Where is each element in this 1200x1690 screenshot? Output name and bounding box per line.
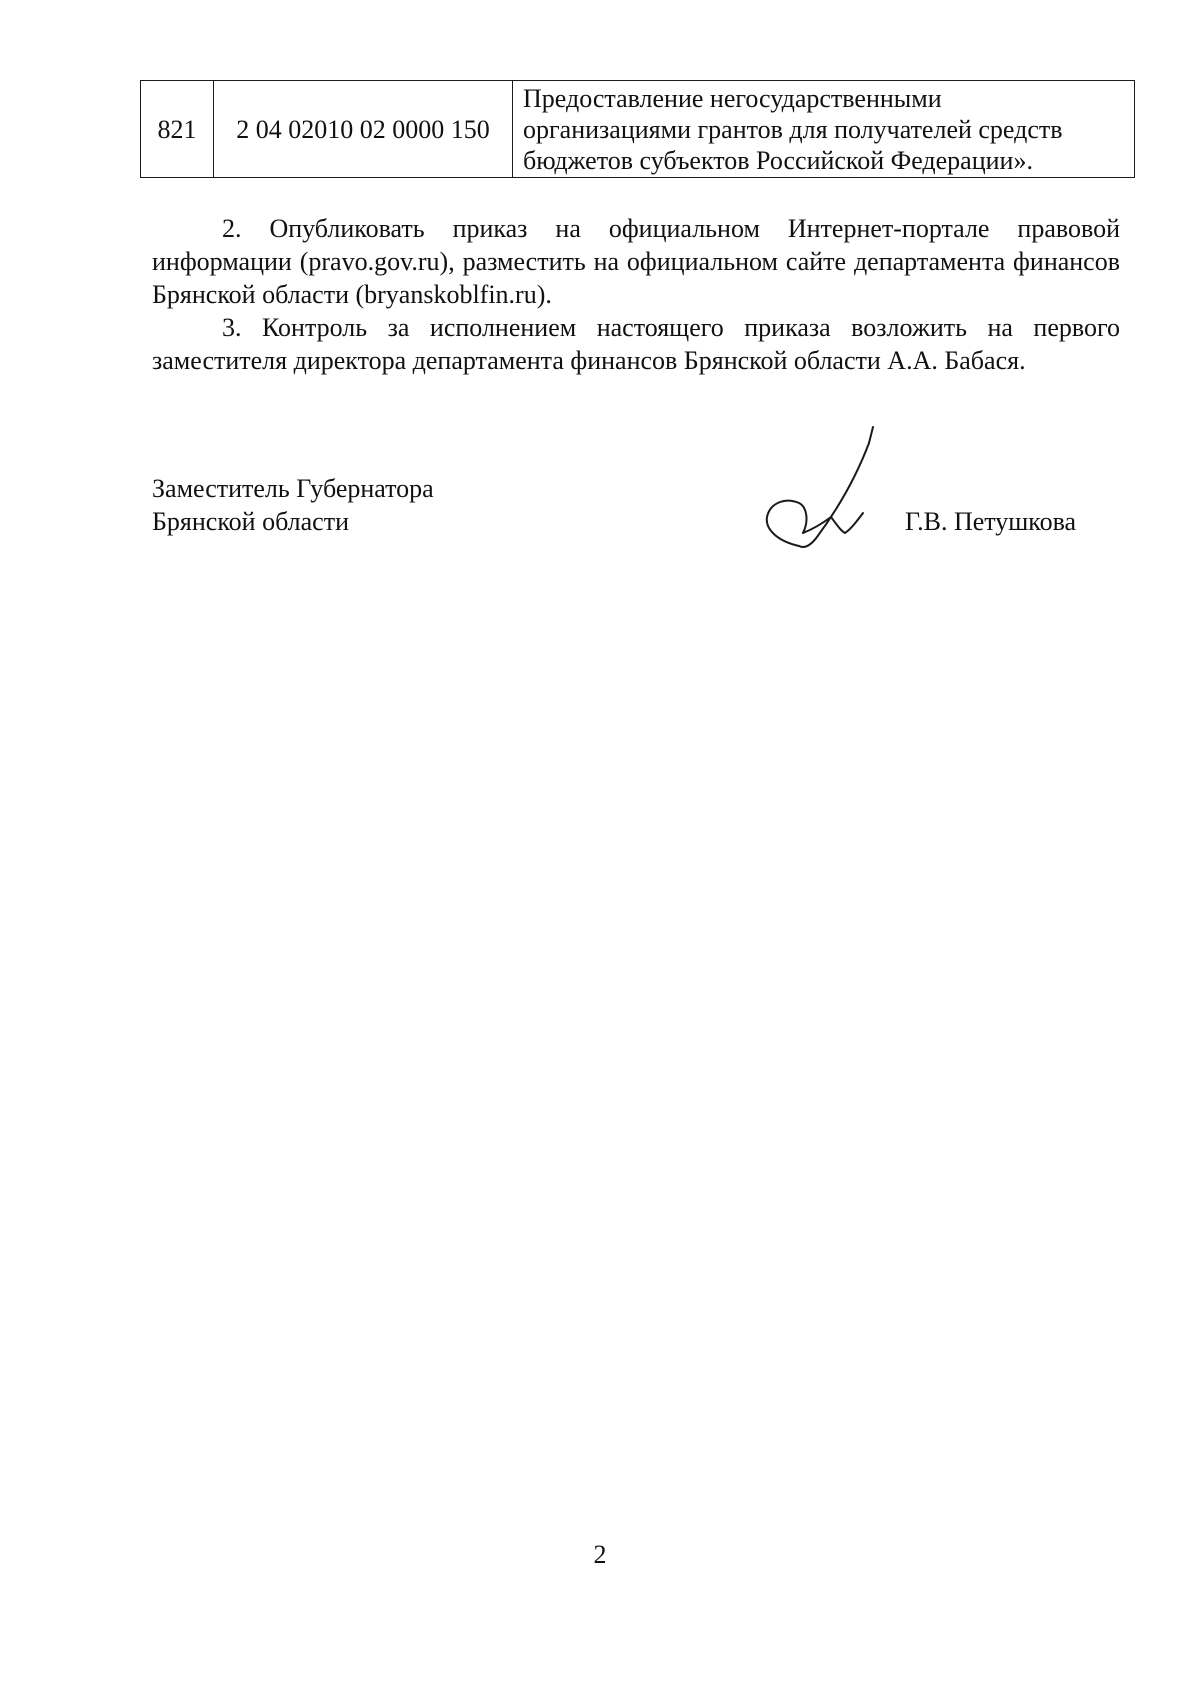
table-row bbox=[141, 81, 1135, 178]
income-name-line: организациями грантов для получателей средств bbox=[523, 114, 1063, 144]
paragraph-publish: 2. Опубликовать приказ на официальном Интернет-портале правовой информации (pravo.gov.ru), разместить на официальном сайте департамента финансов Брянской области (bryanskoblfin.ru). bbox=[152, 214, 1120, 309]
signer-position-line: Брянской области bbox=[152, 507, 349, 536]
budget-code-table bbox=[140, 80, 1135, 178]
admin-code-cell: 821 bbox=[141, 81, 214, 178]
handwritten-signature bbox=[755, 425, 885, 555]
signer-position-line: Заместитель Губернатора bbox=[152, 474, 434, 503]
paragraph-control: 3. Контроль за исполнением настоящего приказа возложить на первого заместителя директора департамента финансов Брянской области А.А. Бабася. bbox=[152, 313, 1120, 375]
order-paragraphs bbox=[152, 212, 1120, 377]
signer-position bbox=[152, 472, 434, 538]
page-number: 2 bbox=[593, 1540, 607, 1569]
income-name-line: бюджетов субъектов Российской Федерации». bbox=[523, 145, 1033, 175]
income-name-line: Предоставление негосударственными bbox=[523, 83, 942, 113]
income-name-cell bbox=[513, 81, 1135, 178]
income-code-cell: 2 04 02010 02 0000 150 bbox=[214, 81, 513, 178]
signer-name: Г.В. Петушкова bbox=[905, 507, 1077, 536]
